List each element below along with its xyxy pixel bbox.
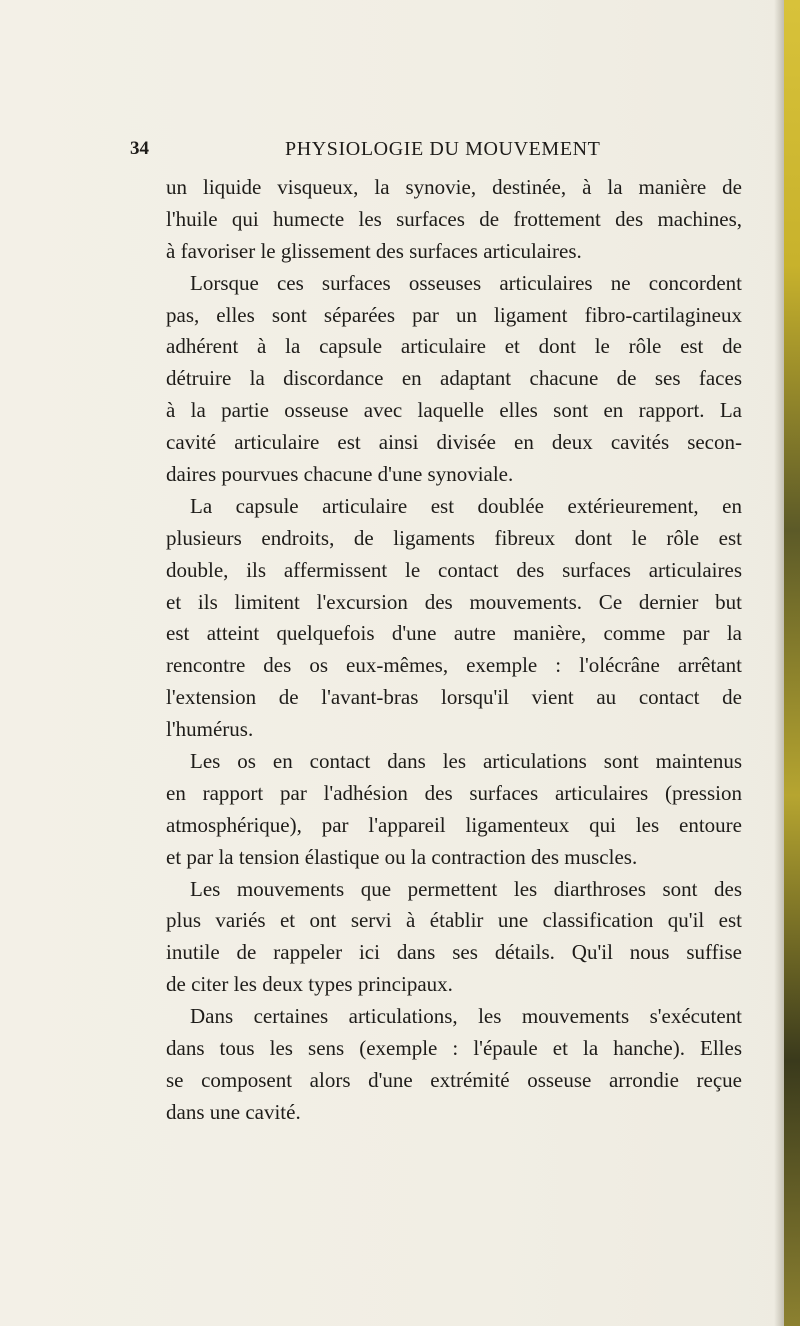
text-line: l'extension de l'avant-bras lorsqu'il vient au contact de (166, 685, 742, 710)
book-spine-edge (784, 0, 800, 1326)
text-line: l'humérus. (166, 717, 254, 742)
text-line: rencontre des os eux-mêmes, exemple : l'olécrâne arrêtant (166, 653, 742, 678)
text-line: double, ils affermissent le contact des surfaces articulaires (166, 557, 742, 582)
text-line: pas, elles sont séparées par un ligament fibro-cartilagineux (166, 302, 742, 327)
text-line: et ils limitent l'excursion des mouvements. Ce dernier but (166, 589, 742, 614)
page-gutter-shadow (774, 0, 784, 1326)
page-number: 34 (130, 138, 149, 159)
text-line: inutile de rappeler ici dans ses détails. Qu'il nous suffise (166, 940, 742, 965)
text-line: adhérent à la capsule articulaire et dont le rôle est de (166, 334, 742, 359)
text-line: à favoriser le glissement des surfaces articulaires. (166, 238, 582, 263)
text-line: est atteint quelquefois d'une autre manière, comme par la (166, 621, 742, 646)
text-line: l'huile qui humecte les surfaces de frottement des machines, (166, 206, 742, 231)
text-line: de citer les deux types principaux. (166, 972, 453, 997)
text-line: plus variés et ont servi à établir une classification qu'il est (166, 908, 742, 933)
body-text (166, 172, 742, 1129)
text-line: Lorsque ces surfaces osseuses articulaires ne concordent (190, 270, 742, 295)
text-line: Les mouvements que permettent les diarthroses sont des (190, 876, 742, 901)
text-line: La capsule articulaire est doublée extérieurement, en (190, 493, 742, 518)
text-line: Dans certaines articulations, les mouvements s'exécutent (190, 1004, 742, 1029)
text-line: à la partie osseuse avec laquelle elles sont en rapport. La (166, 398, 742, 423)
text-line: atmosphérique), par l'appareil ligamenteux qui les entoure (166, 812, 742, 837)
text-line: un liquide visqueux, la synovie, destinée, à la manière de (166, 175, 742, 199)
page-header (130, 138, 755, 168)
text-line: plusieurs endroits, de ligaments fibreux dont le rôle est (166, 525, 742, 550)
text-line: et par la tension élastique ou la contraction des muscles. (166, 844, 638, 869)
text-line: en rapport par l'adhésion des surfaces articulaires (pression (166, 780, 742, 805)
running-title: PHYSIOLOGIE DU MOUVEMENT (285, 138, 601, 160)
text-line: daires pourvues chacune d'une synoviale. (166, 462, 514, 487)
text-line: Les os en contact dans les articulations sont maintenus (190, 749, 742, 774)
text-line: détruire la discordance en adaptant chacune de ses faces (166, 366, 742, 391)
text-line: se composent alors d'une extrémité osseuse arrondie reçue (166, 1067, 742, 1092)
text-line: cavité articulaire est ainsi divisée en deux cavités secon- (166, 430, 742, 455)
text-line: dans une cavité. (166, 1099, 301, 1124)
text-line: dans tous les sens (exemple : l'épaule et la hanche). Elles (166, 1036, 742, 1061)
